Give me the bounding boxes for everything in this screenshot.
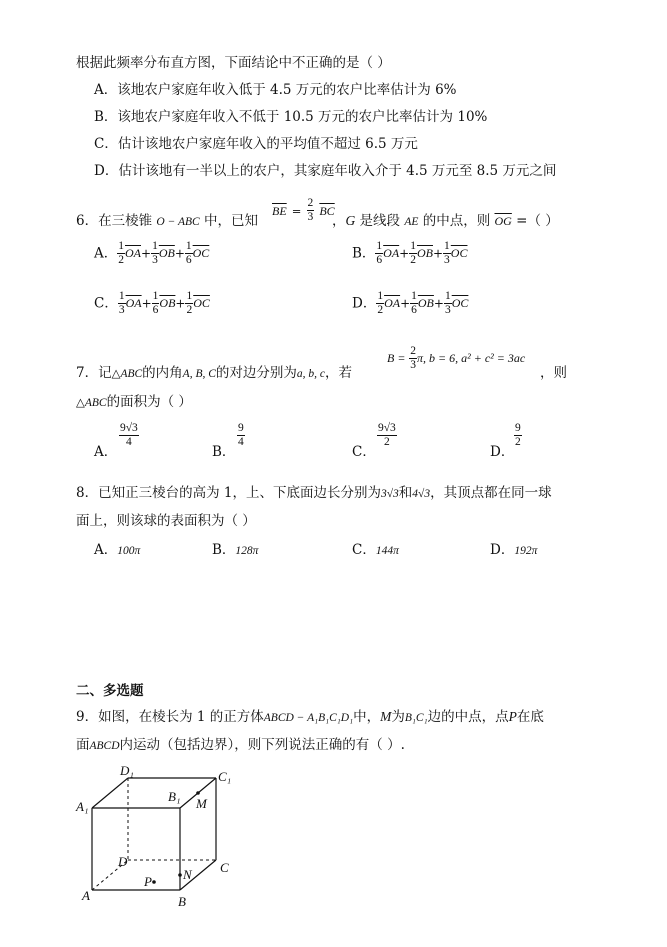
cube-figure [70, 760, 250, 910]
point-p-dot [152, 880, 156, 884]
q6-paren: =（ ） [516, 213, 559, 229]
q7-t3: ，若 [325, 365, 353, 381]
q8-line2: 面上，则该球的表面积为（ ） [76, 513, 256, 529]
vector-oc: $\overline{OC}$ [193, 296, 210, 310]
coefficient-fraction: $\frac{1}{6}$ [411, 290, 417, 316]
coefficient-fraction: $\frac{1}{2}$ [118, 240, 124, 266]
q8-option-d: D．192π [490, 542, 538, 558]
coefficient-fraction: $\frac{1}{3}$ [118, 290, 125, 316]
q8-upper-edge: 3√3 [380, 488, 399, 500]
coefficient-fraction: $\frac{1}{3}$ [444, 240, 450, 266]
section-title-multi-choice: 二、多选题 [76, 683, 144, 699]
angles-abc: A, B, C [182, 368, 216, 380]
vector-oa: $\overline{OA}$ [125, 296, 142, 310]
q7-then: ，则 [540, 365, 567, 381]
q6-num: 6．在三棱锥 [76, 213, 153, 229]
label-a1: A₁ [76, 799, 89, 814]
q9-text-c: 为 [391, 709, 405, 725]
coefficient-fraction: $\frac{1}{2}$ [410, 240, 416, 266]
q7-condition [387, 345, 525, 372]
q6-option-label: C． [94, 295, 118, 312]
q8-option-a: A．100π [94, 542, 141, 558]
q9-text-a: 9．如图，在棱长为 1 的正方体 [76, 709, 264, 725]
q6-condition [272, 197, 335, 224]
vector-ob: $\overline{OB}$ [159, 296, 176, 310]
q7-t2: 的对边分别为 [215, 365, 297, 381]
label-n: N [183, 867, 192, 882]
coefficient-fraction: $\frac{1}{6}$ [376, 240, 383, 266]
q5-option-a: A．该地农户家庭年收入低于 4.5 万元的农户比率估计为 6% [94, 82, 457, 98]
q6-option-label: A． [94, 245, 118, 262]
q7-option-b-value: $\frac{9}{4}$ [238, 422, 244, 448]
q9-cube: ABCD − A₁B₁C₁D₁ [263, 712, 354, 724]
q6-option-label: B． [352, 245, 376, 262]
vector-oc: $\overline{OC}$ [450, 246, 468, 260]
plus-sign: + [174, 246, 185, 261]
q5-stem: 根据此频率分布直方图，下面结论中不正确的是（ ） [76, 55, 391, 71]
q5-option-c: C．估计该地农户家庭年收入的平均值不超过 6.5 万元 [94, 136, 418, 152]
q7-option-b-label: B． [212, 444, 236, 460]
q9-text-b: 中， [353, 709, 381, 725]
q8-and: 和 [398, 485, 413, 501]
segment-ae: AE [404, 216, 419, 228]
q6-stem [76, 212, 258, 231]
q6-g-text: 是线段 [359, 213, 401, 229]
q8-option-b: B．128π [212, 542, 259, 558]
q7-option-d-value: $\frac{9}{2}$ [515, 422, 521, 448]
plus-sign: + [432, 246, 444, 261]
point-m-dot [196, 791, 200, 795]
q9-text-g: 内运动（包括边界），则下列说法正确的有（ ）. [119, 737, 405, 753]
edge-a1d1 [92, 778, 128, 808]
label-d: D [118, 854, 128, 869]
label-c1: C₁ [218, 769, 232, 784]
coefficient-fraction: $\frac{1}{3}$ [152, 240, 158, 266]
sides-abc: a, b, c [296, 368, 326, 380]
q6-option-b [352, 240, 467, 267]
equals-sign: = [291, 204, 302, 218]
vector-og: $\overline{OG}$ [494, 214, 512, 228]
q6-end: 的中点，则 [422, 213, 491, 229]
q9-base-abcd: ABCD [89, 740, 120, 752]
q6-stem-2: ，G 是线段 AE 的中点，则 $\overline{OG}$ =（ ） [332, 213, 559, 229]
q7-option-d-label: D． [490, 444, 515, 460]
triangle-abc: △ABC [111, 368, 143, 380]
vector-oa: $\overline{OA}$ [125, 246, 141, 260]
fraction-two-thirds-q7: $\frac{2}{3}$ [410, 345, 417, 371]
point-g: G [345, 213, 356, 228]
q7-option-c-label: C． [352, 444, 376, 460]
vector-ob: $\overline{OB}$ [158, 246, 175, 260]
q9-edge-b1c1: B₁C₁ [404, 712, 428, 724]
q6-mid: 中，已知 [204, 213, 259, 229]
q5-option-d: D．估计该地有一半以上的农户，其家庭年收入介于 4.5 万元至 8.5 万元之间 [94, 163, 557, 179]
q7-t1: 的内角 [142, 365, 183, 381]
q8-option-c: C．144π [352, 542, 399, 558]
plus-sign: + [141, 296, 152, 311]
label-p: P [144, 874, 152, 889]
q7-line1 [76, 364, 352, 383]
cond-rest: π, b = 6, a² + c² = 3ac [417, 351, 526, 365]
plus-sign: + [433, 296, 444, 311]
q9-point-m: M [380, 709, 392, 724]
plus-sign: + [141, 246, 152, 261]
coefficient-fraction: $\frac{1}{2}$ [377, 290, 384, 316]
q9-text-e: 在底 [516, 709, 544, 725]
coefficient-fraction: $\frac{1}{6}$ [152, 290, 159, 316]
q6-option-label: D． [352, 295, 377, 312]
q7-line2 [76, 393, 192, 412]
q9-point-p: P [508, 709, 517, 724]
q7-option-a-value: $\frac{9√3}{4}$ [120, 422, 138, 448]
vector-oc: $\overline{OC}$ [451, 296, 469, 310]
label-m: M [196, 796, 207, 811]
vector-oa: $\overline{OA}$ [384, 296, 401, 310]
q8-text-b: ，其顶点都在同一球 [430, 485, 552, 501]
q6-option-c [94, 290, 210, 317]
vector-oc: $\overline{OC}$ [192, 246, 210, 260]
q7-area-text: 的面积为（ ） [106, 394, 192, 410]
q7-num: 7．记 [76, 365, 112, 381]
q8-line1 [76, 484, 552, 503]
q8-text-a: 8．已知正三棱台的高为 1，上、下底面边长分别为 [76, 485, 381, 501]
plus-sign: + [175, 296, 186, 311]
label-b1: B₁ [168, 789, 181, 804]
q6-option-d [352, 290, 468, 317]
point-n-dot [178, 873, 182, 877]
triangle-abc-2: △ABC [76, 397, 107, 409]
vector-be: $\overline{BE}$ [272, 204, 287, 218]
q8-lower-edge: 4√3 [412, 488, 431, 500]
label-c: C [220, 860, 229, 875]
cond-b: B = [387, 351, 406, 365]
q7-option-c-value: $\frac{9√3}{2}$ [378, 422, 396, 448]
q7-option-a-label: A． [94, 444, 118, 460]
vector-bc: $\overline{BC}$ [319, 204, 335, 218]
coefficient-fraction: $\frac{1}{6}$ [185, 240, 192, 266]
q9-text-f: 面 [76, 737, 90, 753]
coefficient-fraction: $\frac{1}{2}$ [186, 290, 193, 316]
label-b: B [178, 894, 186, 909]
coefficient-fraction: $\frac{1}{3}$ [444, 290, 451, 316]
vector-ob: $\overline{OB}$ [417, 296, 434, 310]
plus-sign: + [400, 296, 411, 311]
label-a: A [82, 888, 90, 903]
q6-option-a [94, 240, 209, 267]
vector-oa: $\overline{OA}$ [383, 246, 400, 260]
vector-ob: $\overline{OB}$ [416, 246, 433, 260]
fraction-two-thirds: $\frac{2}{3}$ [307, 197, 314, 223]
q6-tetrahedron: O − ABC [156, 216, 200, 228]
q5-option-b: B．该地农户家庭年收入不低于 10.5 万元的农户比率估计为 10% [94, 109, 488, 125]
q9-line2 [76, 736, 405, 755]
label-d1: D₁ [120, 763, 134, 778]
q9-text-d: 边的中点，点 [427, 709, 509, 725]
plus-sign: + [399, 246, 410, 261]
q9-line1 [76, 708, 544, 727]
